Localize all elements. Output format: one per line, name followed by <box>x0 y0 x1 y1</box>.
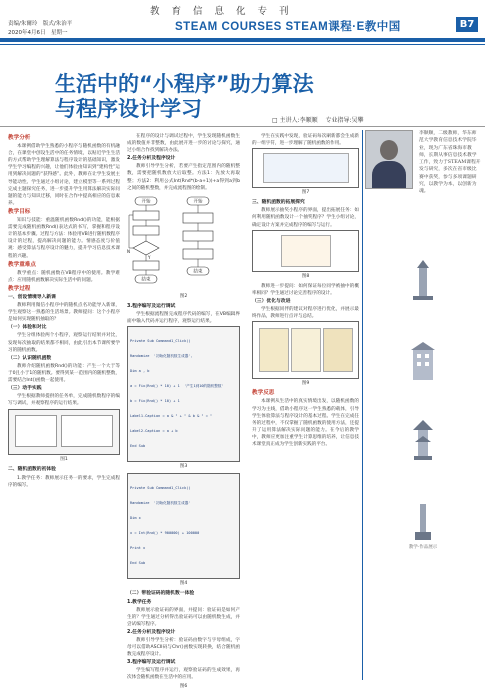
figure-6-caption: 图6 <box>179 683 188 689</box>
fig7-window <box>263 153 349 183</box>
code1-line: Label1.Caption = a & " + " & b & " = " <box>130 414 213 419</box>
c2-heading-code: 3.程序编写及运行调试 <box>127 303 176 309</box>
code2-line: x = Int(Rnd() * 900000) + 100000 <box>130 531 200 536</box>
code-listing-2 <box>127 473 240 579</box>
masthead-thin-rule <box>0 44 485 45</box>
byline-reviewer: 专业指导:吴攀 <box>325 117 364 124</box>
author-photo <box>365 130 413 189</box>
figure-7-caption: 图7 <box>301 190 310 196</box>
para-analysis: 本课例借助学生熟悉的小程序与随机函数的有机融合，在课堂中创设生活中的任务情境，以贴近学生生活的方式帮助学生理解算法与程序设计的基础知识，激发学生学习编程的兴趣，让他们体验由知识到“建构性”运用到解决问题的“获得感”。此外，教师在让学生发展主导能动性、学生通过小组讨论，建立模型等一系列过程完成主题探究任务，进一步提升学生用算法解决实际问题的能力与知识迁移，同时在合作中提高相应的信息素养。 <box>8 144 120 206</box>
para-key-points: 教学重点：随机函数在VB程序中的使用。教学难点：应用随机函数解决实际生活中的问题。 <box>8 270 120 283</box>
sidebar-bottom-caption: 教学·作品展示 <box>408 545 438 550</box>
para-3: 教师介绍随机函数Rnd()的功能：产生一个大于等于0且小于1的随机数。要得到某一范围内的随机整数，需要结合Int()函数一起使用。 <box>8 363 120 383</box>
pagoda-icon <box>409 420 437 460</box>
monument-icon <box>409 500 437 540</box>
c2-para-task: 教师引导学生分析，若要产生指定范围内的随机整数，需要把随机数放大后取整。方法1：先放大再取整；方法2：利用公式Int(Rnd*(b-a+1))+a得到a到b之间的随机整数，并完成流程图的绘制。 <box>127 164 240 191</box>
flow-start-label: 开始 <box>141 199 151 205</box>
author-sidebar <box>365 130 481 550</box>
code-listing-1 <box>127 326 240 462</box>
masthead-meta <box>8 20 72 38</box>
c2-heading-ii: 1.教学任务 <box>127 599 152 605</box>
flow2-start-label: 开始 <box>193 199 203 205</box>
column-3 <box>252 133 359 449</box>
code1-line: Private Sub Command1_Click() <box>130 339 191 344</box>
figure-3-caption: 图3 <box>179 464 188 470</box>
author-photo-head <box>380 140 398 160</box>
figure-7-screenshot <box>252 148 359 188</box>
code1-line: Randomize '初始化随机数生成器', <box>130 354 193 359</box>
para-5: 1.教学任务：教师展示任务一的要求，学生完成程序的编写。 <box>8 475 120 488</box>
para-goals: 知识与技能：重温随机函数Rnd()的功能，能根据需要完成随机函数Rnd()表达式的书写，掌握和程序设计的基本步骤。过程与方法：体验用VB进行随机数程序设计的过程，提高解决问题的能力。情感态度与价值观：感受算法与程序设计的魅力，提升学习信息技术课程的兴趣。 <box>8 218 120 259</box>
c3-sub-iii: 三、随机函数的拓展探究 <box>252 200 305 206</box>
fig1-window-2 <box>61 415 113 447</box>
article-title-line1: 生活中的“小程序”助力算法 <box>55 72 314 96</box>
c3-para-iii2: 教师进一步提问：如何保证每位同学被抽中的概率相同？学生通过讨论完善程序的设计。 <box>252 283 359 296</box>
flow-yes-label: Y <box>148 254 151 260</box>
code1-line: Label2.Caption = a + b <box>130 429 178 434</box>
figure-8-caption: 图8 <box>301 273 310 279</box>
flow2-process-1 <box>183 213 213 223</box>
brand-logo-text: STEAM COURSES STEAM课程·E教中国 <box>175 21 401 33</box>
column-2 <box>127 133 240 693</box>
byline <box>272 115 370 124</box>
date-line: 2020年4月6日 星期一 <box>8 30 68 36</box>
sidebar-illustration-2 <box>375 340 471 384</box>
author-photo-body <box>372 161 406 188</box>
flow-process-2 <box>133 226 159 235</box>
c2-heading-task: 2.任务分析及程序设计 <box>127 156 176 162</box>
flow-output <box>133 261 159 270</box>
code1-line: End Sub <box>130 444 146 449</box>
c2-para-ii3: 学生编写程序并运行，观察验证码的生成效果，再次体会随机函数在生活中的应用。 <box>127 668 240 681</box>
figure-9-screenshot <box>252 321 359 379</box>
building-icon <box>409 340 437 380</box>
title-rule <box>0 126 485 127</box>
sub-2: （一）体验和对比 <box>8 325 47 331</box>
figure-1-caption: 图1 <box>60 457 68 463</box>
flow-process-1 <box>133 211 159 220</box>
code2-line: Dim x <box>130 516 141 521</box>
code2-line: End Sub <box>130 561 146 566</box>
figure-1-screenshot <box>8 409 120 455</box>
author-bio: 李顺顺，二级教师，华东师范大学教育信息技术学院毕业，现为广东省珠海市教师，长期从事信息技术教学工作，致力于STEAM课程开发与研究，多次在省市级比赛中获奖，参与多项课题研究，以教学为本，以创新为魂。 <box>419 131 481 195</box>
fig1-window <box>15 415 57 447</box>
sub-1: 一、创设情境导入新课 <box>8 294 56 300</box>
editor-line: 责编/朱爾玲 版式/朱治平 <box>8 21 73 27</box>
fig8-window <box>281 235 331 267</box>
article-title-line2: 与程序设计学习 <box>55 97 202 121</box>
c2-para-code: 学生根据流程图完成程序代码的编写，在VB编辑界面中输入代码并运行程序，观察运行结果。 <box>127 312 240 325</box>
code1-line: Dim a , b <box>130 369 150 374</box>
heading-analysis: 教学分析 <box>8 135 31 141</box>
sidebar-illustration-1 <box>375 260 471 304</box>
flow2-output <box>183 249 213 259</box>
sidebar-illustration-3 <box>375 420 471 464</box>
c3-para-reflect: 本课例从生活中的真实情境出发，以随机函数的学习为主线，借助小程序这一学生熟悉的载体，引导学生体验算法与程序设计的基本过程。学生在完成任务的过程中，不仅掌握了随机函数的使用方法，还提升了运用算法解决实际问题的能力。在今后的教学中，教师应更加注重学生计算思维的培养，让信息技术课堂真正成为学生创新实践的平台。 <box>252 399 359 447</box>
sidebar-divider <box>362 130 363 680</box>
masthead <box>0 0 485 50</box>
figure-2-caption: 图2 <box>179 293 188 299</box>
code2-line: Randomize '初始化随机数生成器' <box>130 501 191 506</box>
code2-line: Print x <box>130 546 146 551</box>
c2-heading-ii2: 2.任务分析及程序设计 <box>127 629 176 635</box>
flow2-process-2 <box>183 231 213 241</box>
masthead-rule <box>0 38 485 42</box>
c2-para-ii2: 教师引导学生分析：验证码由数字与字母组成，字母可以借助ASCII码与Chr()函数实现转换，结合随机函数完成程序设计。 <box>127 637 240 658</box>
c2-para-top: 在程序的设计与调试过程中，学生发现随机函数生成的数值并非整数，由此展开进一步的讨论与探究，通过小组合作找到解决办法。 <box>127 134 240 154</box>
column-1 <box>8 133 120 490</box>
c3-para-iv: 学生根据同伴的建议对程序进行优化，并展示最终作品，教师进行点评与总结。 <box>252 307 359 320</box>
fig9-panel-2 <box>291 328 321 372</box>
c2-sub-ii: （二）带验证码的随机数一体验 <box>127 591 195 597</box>
flow-decision <box>133 241 159 255</box>
code1-line: a = Fix(Rnd() * 10) + 1 '产生1到10的随机整数' <box>130 384 224 389</box>
heading-key-points: 教学重难点 <box>8 261 36 268</box>
fig9-panel-3 <box>323 328 353 372</box>
tower-icon <box>409 260 437 300</box>
c3-sub-iv: （三）优化与改进 <box>252 298 291 304</box>
sub-4: （三）动手实践 <box>8 386 42 392</box>
flow-no-label: N <box>127 248 130 254</box>
c3-para-top: 学生在实践中发现，验证码每次刷新都会生成新的一组字符，进一步理解了随机函数的作用。 <box>252 134 359 147</box>
figure-8-screenshot <box>252 230 359 272</box>
code2-line: Private Sub Command1_Click() <box>130 486 191 491</box>
figure-4-caption: 图4 <box>179 581 188 587</box>
c3-para-iii: 教师展示抽奖小程序的界面，提出拓展任务：如何利用随机函数设计一个抽奖程序？学生小组讨论，确定设计方案并完成程序的编写与运行。 <box>252 208 359 228</box>
page-number: B7 <box>456 17 478 32</box>
para-2: 学生分组体验两个小程序，观察运行结果并对比，发现每次抽取的结果都不相同，由此引出本节课所要学习的随机函数。 <box>8 333 120 353</box>
sidebar-illustration-4 <box>375 500 471 550</box>
masthead-title: 教育信息化专刊 <box>150 6 301 17</box>
c2-para-ii: 教师展示验证码的界面，并提问：验证码是如何产生的？学生通过分析得出验证码可以由随机数生成，并尝试编写程序。 <box>127 607 240 627</box>
heading-process: 教学过程 <box>8 285 31 292</box>
byline-author: □ 主讲人:李顺顺 <box>272 117 318 124</box>
flow-end-label: 结束 <box>141 277 151 283</box>
para-1: 教师利用微信小程序中的随机点名功能导入新课，学生观察这一熟悉的生活场景。教师提问：这个小程序是如何实现随机抽取的？ <box>8 303 120 323</box>
code1-line: b = Fix(Rnd() * 10) + 1 <box>130 399 180 404</box>
sub-3: （二）认识随机函数 <box>8 355 52 361</box>
heading-goals: 教学目标 <box>8 208 31 215</box>
figure-9-caption: 图9 <box>301 381 310 387</box>
c2-heading-ii3: 3.程序编写及运行调试 <box>127 660 176 666</box>
fig9-panel-1 <box>259 328 289 372</box>
flow2-end-label: 结束 <box>193 269 203 275</box>
para-4: 学生根据教师提供的任务单，完成随机数程序的编写与调试，并观察程序的运行结果。 <box>8 394 120 407</box>
sub-5: 二、随机函数的初体验 <box>8 467 56 473</box>
flowchart-diagram <box>127 195 240 287</box>
c3-heading-reflect: 教学反思 <box>252 390 275 397</box>
